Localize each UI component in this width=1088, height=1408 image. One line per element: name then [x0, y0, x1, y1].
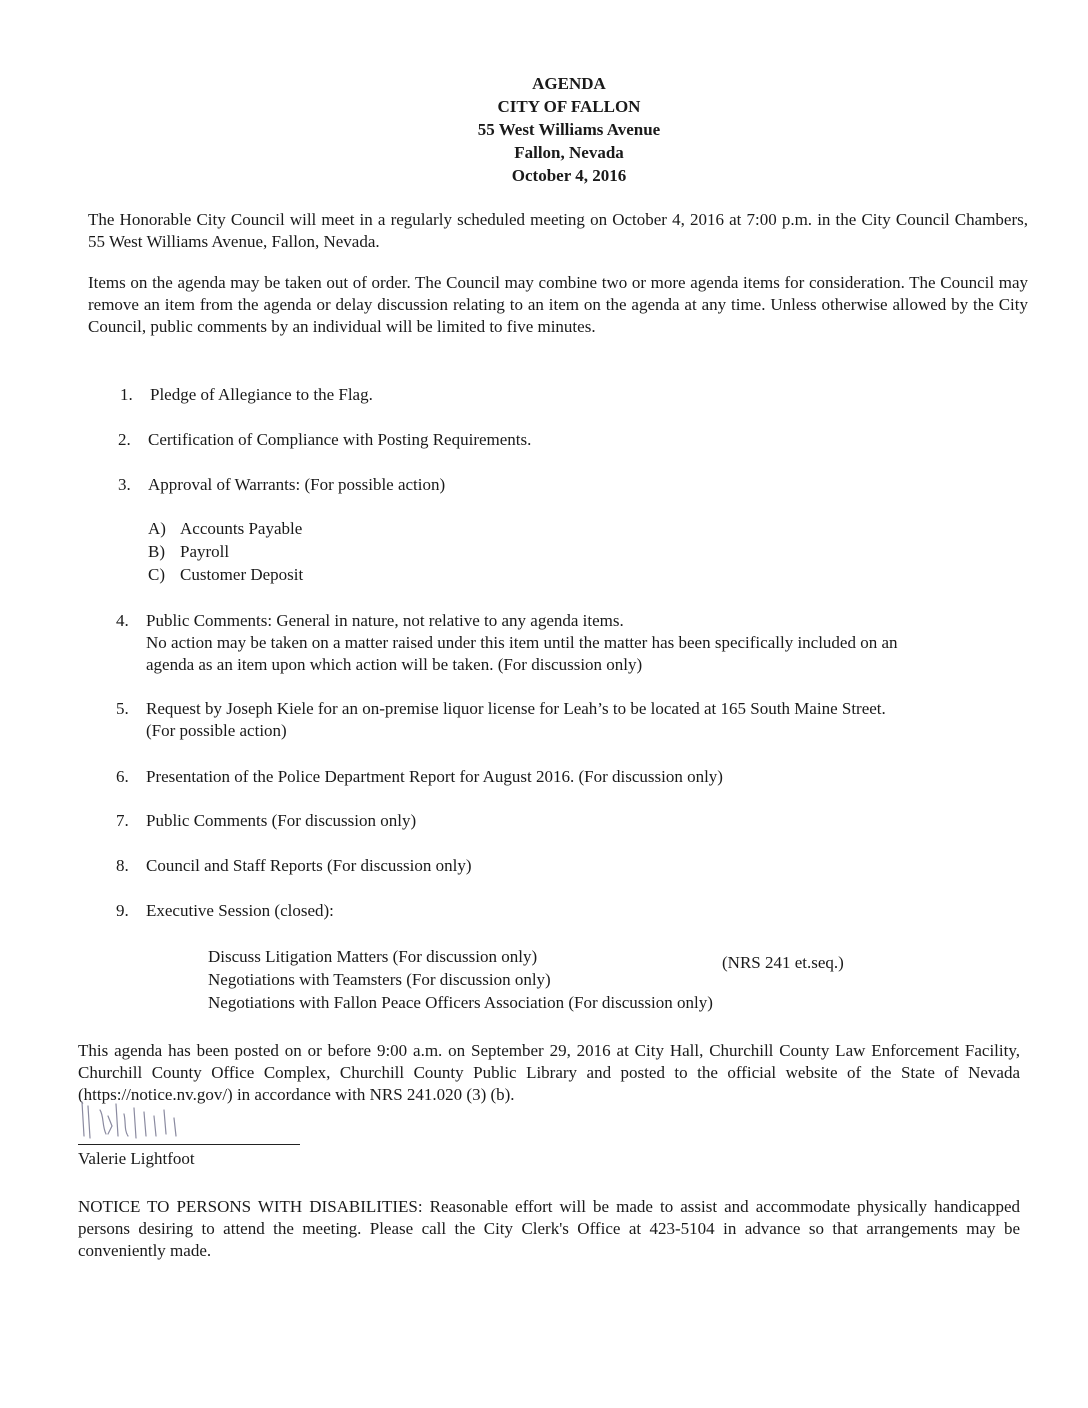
agenda-item-5: [116, 698, 1026, 744]
warrant-sub-item-c: [148, 564, 303, 586]
item-number: 3.: [118, 475, 131, 494]
signature-name: Valerie Lightfoot: [78, 1149, 195, 1168]
item-text-line-3: agenda as an item upon which action will be taken. (For discussion only): [146, 655, 643, 674]
executive-line-teamsters: Negotiations with Teamsters (For discussion only): [208, 970, 551, 989]
warrant-sub-item-b: [148, 541, 229, 563]
item-text-line-1: Public Comments: General in nature, not relative to any agenda items.: [146, 611, 624, 630]
item-number: 7.: [116, 811, 129, 830]
intro-paragraph: The Honorable City Council will meet in a regularly scheduled meeting on October 4, 2016 at 7:00 p.m. in the City Council Chambers, 55 West Williams Avenue, Fallon, Nevada.: [88, 210, 1028, 251]
sub-item-letter: C): [148, 565, 165, 584]
item-number: 1.: [120, 385, 133, 404]
item-text: Certification of Compliance with Posting Requirements.: [148, 430, 532, 449]
header-title: AGENDA: [532, 74, 606, 93]
executive-nrs-reference: (NRS 241 et.seq.): [722, 953, 844, 972]
item-number: 5.: [116, 699, 129, 718]
sub-item-text: Payroll: [180, 542, 230, 561]
signature-mark: [78, 1096, 188, 1146]
item-number: 8.: [116, 856, 129, 875]
item-number: 6.: [116, 767, 129, 786]
posting-paragraph: This agenda has been posted on or before 9:00 a.m. on September 29, 2016 at City Hall, Churchill County Law Enforcement Facility, Churchill County Office Complex, Churchill County Public Library and posted to the official website of the State of Nevada (https://notice.nv.gov/) in accordance with NRS 241.020 (3) (b).: [78, 1041, 1020, 1104]
header-city: CITY OF FALLON: [497, 97, 641, 116]
disability-notice-paragraph: NOTICE TO PERSONS WITH DISABILITIES: Reasonable effort will be made to assist and accommodate physically handicapped persons desiring to attend the meeting. Please call the City Clerk's Office at 423-5104 in advance so that arrangements may be conveniently made.: [78, 1197, 1020, 1260]
executive-line-litigation: Discuss Litigation Matters (For discussion only): [208, 947, 538, 966]
item-text: Presentation of the Police Department Report for August 2016. (For discussion only): [146, 767, 723, 786]
order-notice-paragraph: Items on the agenda may be taken out of order. The Council may combine two or more agenda items for consideration. The Council may remove an item from the agenda or delay discussion relating to an item on the agenda at any time. Unless otherwise allowed by the City Council, public comments by an individual will be limited to five minutes.: [88, 273, 1028, 336]
sub-item-letter: A): [148, 519, 166, 538]
signature-line: [78, 1144, 300, 1145]
header-location: Fallon, Nevada: [514, 143, 624, 162]
item-text-line-2: (For possible action): [146, 721, 287, 740]
sub-item-text: Customer Deposit: [180, 565, 304, 584]
item-text: Executive Session (closed):: [146, 901, 334, 920]
item-text: Pledge of Allegiance to the Flag.: [150, 385, 373, 404]
item-number: 9.: [116, 901, 129, 920]
agenda-header: [0, 72, 1088, 187]
header-date: October 4, 2016: [511, 166, 627, 185]
agenda-item-4: [116, 610, 1026, 680]
item-text-line-2: No action may be taken on a matter raised under this item until the matter has been specifically included on an: [146, 633, 898, 652]
executive-line-peace-officers: Negotiations with Fallon Peace Officers Association (For discussion only): [208, 993, 713, 1012]
item-number: 4.: [116, 611, 129, 630]
sub-item-text: Accounts Payable: [180, 519, 303, 538]
header-address: 55 West Williams Avenue: [477, 120, 661, 139]
item-text: Public Comments (For discussion only): [146, 811, 417, 830]
item-text: Council and Staff Reports (For discussion only): [146, 856, 472, 875]
sub-item-letter: B): [148, 542, 165, 561]
item-text: Approval of Warrants: (For possible action): [148, 475, 446, 494]
warrant-sub-item-a: [148, 518, 302, 540]
item-text-line-1: Request by Joseph Kiele for an on-premise liquor license for Leah’s to be located at 165 South Maine Street.: [146, 699, 886, 718]
item-number: 2.: [118, 430, 131, 449]
